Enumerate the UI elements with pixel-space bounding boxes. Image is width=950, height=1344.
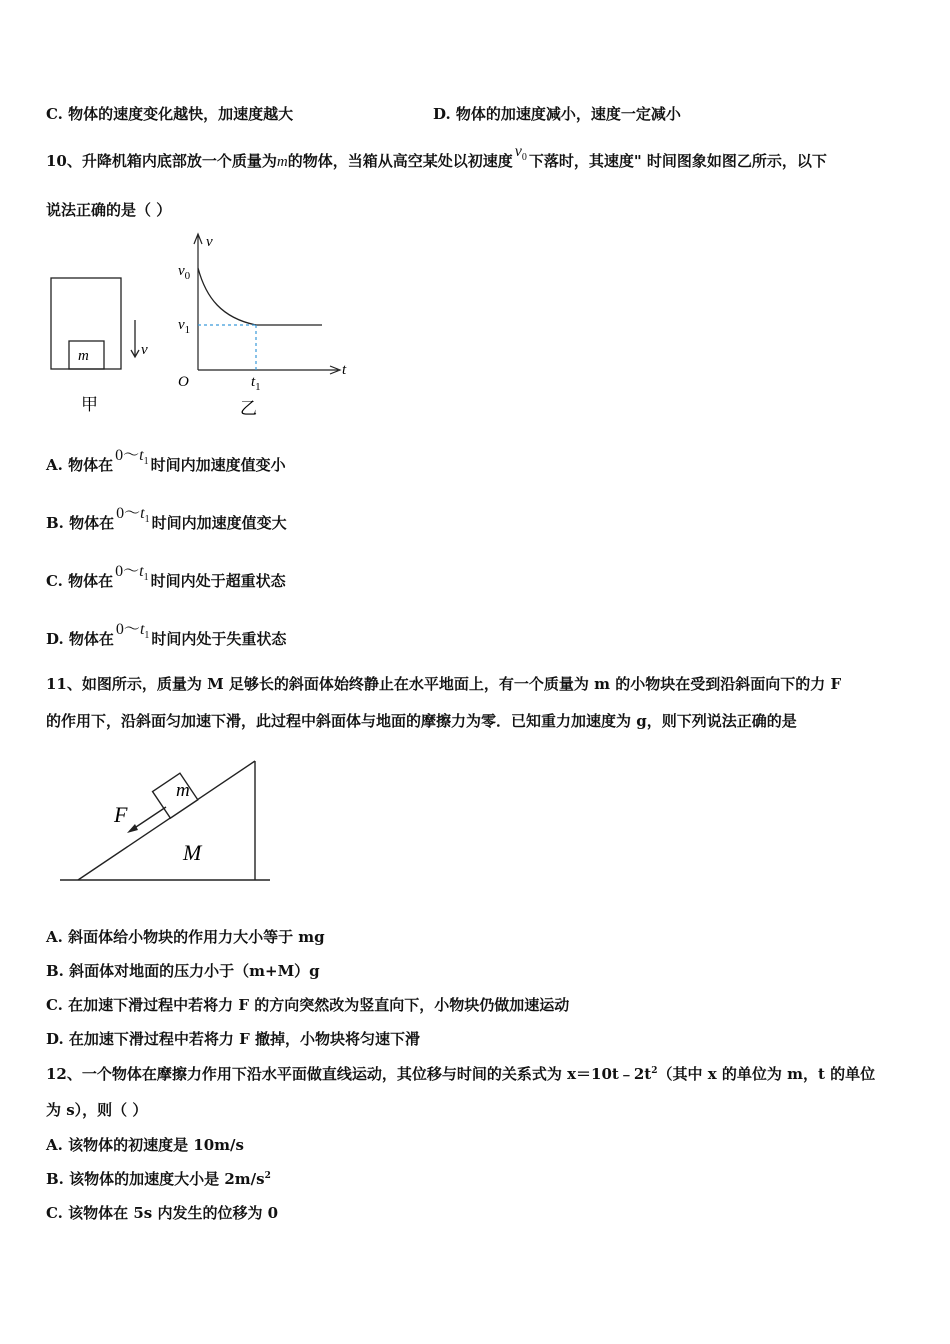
q9-option-d: D. 物体的加速度减小，速度一定减小	[433, 105, 681, 123]
q9-option-c: C. 物体的速度变化越快，加速度越大	[46, 105, 294, 123]
v1-label: $v_1$	[178, 317, 191, 336]
q12-stem-line2: 为 s），则（ ）	[46, 1101, 148, 1119]
q12-option-a: A. 该物体的初速度是 10m/s	[46, 1136, 244, 1154]
force-arrowhead	[127, 824, 138, 833]
q10-stem-part-a: 10、升降机箱内底部放一个质量为	[46, 152, 277, 170]
force-label: F	[114, 802, 128, 827]
interval-0-t1: $0\sim t_1$	[115, 563, 149, 584]
q10-option-b: B. 物体在$0\sim t_1$ 时间内加速度值变大	[46, 510, 287, 535]
block-label: m	[176, 780, 190, 801]
interval-0-t1: $0\sim t_1$	[115, 447, 149, 468]
q10-option-a: A. 物体在$0\sim t_1$ 时间内加速度值变小	[46, 452, 286, 477]
origin-label: O	[178, 374, 189, 390]
q11-stem-line1: 11、如图所示，质量为 M 足够长的斜面体始终静止在水平地面上，有一个质量为 m 的小物块在受到沿斜面向下的力 F	[46, 675, 842, 693]
q10-stem-mass: m	[276, 154, 288, 170]
q12-option-b: B. 该物体的加速度大小是 $2m/s^2$	[46, 1170, 271, 1188]
figure-caption-jia: 甲	[81, 395, 98, 414]
interval-0-t1: $0\sim t_1$	[115, 621, 150, 642]
q11-option-b: B. 斜面体对地面的压力小于（m+M）g	[46, 962, 320, 980]
q10-figure-jia	[44, 268, 164, 418]
q11-option-a: A. 斜面体给小物块的作用力大小等于 mg	[46, 928, 325, 946]
t1-label: $t_1$	[251, 374, 261, 393]
q10-option-d: D. 物体在$0\sim t_1$ 时间内处于失重状态	[46, 626, 286, 651]
q10-option-c: C. 物体在$0\sim t_1$ 时间内处于超重状态	[46, 568, 286, 593]
q12-option-c: C. 该物体在 5s 内发生的位移为 0	[46, 1204, 279, 1222]
interval-0-t1: $0\sim t_1$	[116, 505, 150, 526]
q11-incline-figure	[56, 752, 276, 887]
q11-stem-line2: 的作用下，沿斜面匀加速下滑，此过程中斜面体与地面的摩擦力为零．已知重力加速度为 g，则下列说法正确的是	[46, 712, 797, 730]
velocity-curve	[198, 268, 256, 325]
q10-stem-line1	[46, 143, 827, 173]
q10-stem-part-c: 下落时，其速度" 时间图象如图乙所示，以下	[528, 152, 827, 170]
y-axis-label: v	[206, 234, 213, 250]
mass-label: m	[78, 348, 89, 364]
incline-label: M	[183, 840, 202, 865]
q10-stem-line2: 说法正确的是（ ）	[46, 201, 172, 219]
q10-stem-v0: $v_0$	[514, 143, 527, 164]
q11-option-c: C. 在加速下滑过程中若将力 F 的方向突然改为竖直向下，小物块仍做加速运动	[46, 996, 570, 1014]
velocity-label: v	[141, 342, 148, 358]
q11-option-d: D. 在加速下滑过程中若将力 F 撤掉，小物块将匀速下滑	[46, 1030, 421, 1048]
x-axis-label: t	[342, 362, 347, 378]
v0-label: $v_0$	[178, 263, 191, 282]
incline-surface	[78, 761, 255, 880]
figure-caption-yi: 乙	[240, 399, 257, 418]
q12-stem-line1: 12、一个物体在摩擦力作用下沿水平面做直线运动，其位移与时间的关系式为 $x=10t﹣2t^2$（其中 x 的单位为 m，t 的单位	[46, 1065, 876, 1083]
q10-stem-part-b: 的物体，当箱从高空某处以初速度	[287, 152, 513, 170]
q10-figure-yi	[172, 226, 357, 421]
